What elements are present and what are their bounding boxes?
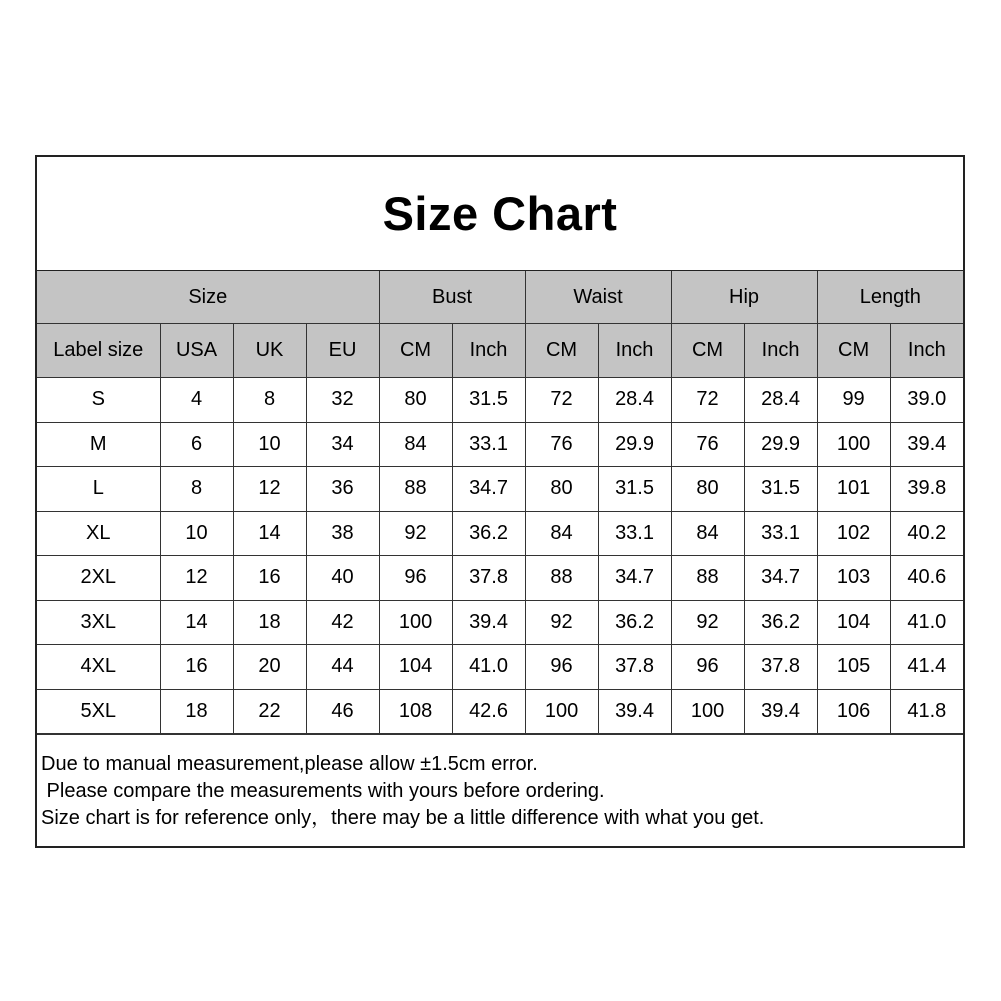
table-cell: 80 [525,467,598,512]
table-cell: 38 [306,511,379,556]
table-cell: 80 [379,378,452,423]
table-cell: 12 [233,467,306,512]
table-row [37,378,963,423]
table-cell: 104 [379,645,452,690]
table-cell: 76 [525,422,598,467]
group-header-length: Length [817,271,963,324]
table-cell: 34.7 [598,556,671,601]
table-cell: 100 [671,689,744,734]
table-cell: 2XL [37,556,160,601]
table-cell: 34 [306,422,379,467]
table-cell: 96 [671,645,744,690]
table-cell: 33.1 [452,422,525,467]
table-cell: 39.4 [890,422,963,467]
sub-header-waist-cm: CM [525,324,598,378]
table-cell: 32 [306,378,379,423]
table-row [37,645,963,690]
table-cell: 84 [671,511,744,556]
table-cell: 72 [671,378,744,423]
table-cell: 28.4 [598,378,671,423]
table-cell: 20 [233,645,306,690]
table-cell: 41.0 [890,600,963,645]
table-cell: 18 [160,689,233,734]
sub-header-waist-inch: Inch [598,324,671,378]
table-cell: 10 [233,422,306,467]
sub-header-row [37,324,963,378]
table-cell: 92 [671,600,744,645]
sub-header-hip-cm: CM [671,324,744,378]
table-cell: 4XL [37,645,160,690]
table-cell: 76 [671,422,744,467]
table-cell: 88 [671,556,744,601]
table-cell: 14 [233,511,306,556]
table-cell: 16 [160,645,233,690]
table-cell: 34.7 [744,556,817,601]
sub-header-hip-inch: Inch [744,324,817,378]
table-cell: 36.2 [744,600,817,645]
table-cell: 108 [379,689,452,734]
size-table [37,271,963,734]
table-cell: 88 [525,556,598,601]
table-cell: 39.0 [890,378,963,423]
table-body [37,378,963,734]
group-header-waist: Waist [525,271,671,324]
table-cell: 40.2 [890,511,963,556]
table-row [37,689,963,734]
sub-header-bust-cm: CM [379,324,452,378]
table-cell: 41.4 [890,645,963,690]
sub-header-bust-inch: Inch [452,324,525,378]
table-cell: 39.4 [452,600,525,645]
table-cell: L [37,467,160,512]
table-cell: 34.7 [452,467,525,512]
table-cell: 88 [379,467,452,512]
table-cell: 42.6 [452,689,525,734]
sub-header-uk: UK [233,324,306,378]
table-cell: 31.5 [452,378,525,423]
table-row [37,556,963,601]
sub-header-label-size: Label size [37,324,160,378]
table-cell: 72 [525,378,598,423]
table-cell: 33.1 [598,511,671,556]
table-cell: 39.4 [598,689,671,734]
sub-header-eu: EU [306,324,379,378]
table-cell: 29.9 [744,422,817,467]
table-row [37,467,963,512]
table-cell: 28.4 [744,378,817,423]
table-cell: 105 [817,645,890,690]
group-header-size: Size [37,271,379,324]
table-cell: 103 [817,556,890,601]
table-cell: 37.8 [452,556,525,601]
group-header-bust: Bust [379,271,525,324]
table-row [37,600,963,645]
table-cell: 96 [379,556,452,601]
table-cell: 41.8 [890,689,963,734]
table-cell: 36.2 [452,511,525,556]
table-cell: 31.5 [598,467,671,512]
table-cell: 104 [817,600,890,645]
table-cell: 84 [525,511,598,556]
sub-header-length-cm: CM [817,324,890,378]
size-chart [35,155,965,848]
table-cell: 46 [306,689,379,734]
table-cell: 12 [160,556,233,601]
table-cell: 96 [525,645,598,690]
table-cell: 6 [160,422,233,467]
table-cell: 44 [306,645,379,690]
notes [37,734,963,846]
table-cell: 40 [306,556,379,601]
table-cell: 16 [233,556,306,601]
table-cell: 31.5 [744,467,817,512]
table-cell: 42 [306,600,379,645]
table-cell: 5XL [37,689,160,734]
table-cell: 10 [160,511,233,556]
table-row [37,422,963,467]
table-cell: 92 [379,511,452,556]
sub-header-usa: USA [160,324,233,378]
table-cell: 102 [817,511,890,556]
table-cell: 29.9 [598,422,671,467]
table-cell: 84 [379,422,452,467]
title-row [37,157,963,271]
table-cell: 40.6 [890,556,963,601]
table-cell: 3XL [37,600,160,645]
note-line: Size chart is for reference only，there may be a little difference with what you get. [41,807,765,829]
table-cell: M [37,422,160,467]
table-cell: 36.2 [598,600,671,645]
table-cell: 39.8 [890,467,963,512]
table-cell: 22 [233,689,306,734]
table-cell: 101 [817,467,890,512]
table-cell: XL [37,511,160,556]
chart-title: Size Chart [382,187,618,240]
table-cell: 80 [671,467,744,512]
group-header-hip: Hip [671,271,817,324]
table-cell: 100 [379,600,452,645]
table-row [37,511,963,556]
table-cell: 4 [160,378,233,423]
note-line: Due to manual measurement,please allow ±1.5cm error. [41,753,538,775]
table-cell: 99 [817,378,890,423]
table-cell: 37.8 [598,645,671,690]
table-cell: 8 [233,378,306,423]
table-cell: 37.8 [744,645,817,690]
table-cell: 106 [817,689,890,734]
table-cell: 18 [233,600,306,645]
table-cell: 41.0 [452,645,525,690]
table-cell: 100 [525,689,598,734]
sub-header-length-inch: Inch [890,324,963,378]
note-line: Please compare the measurements with yours before ordering. [41,780,605,802]
group-header-row [37,271,963,324]
table-cell: 39.4 [744,689,817,734]
table-cell: 14 [160,600,233,645]
table-cell: 100 [817,422,890,467]
table-cell: 8 [160,467,233,512]
table-cell: S [37,378,160,423]
table-cell: 33.1 [744,511,817,556]
table-cell: 92 [525,600,598,645]
table-cell: 36 [306,467,379,512]
